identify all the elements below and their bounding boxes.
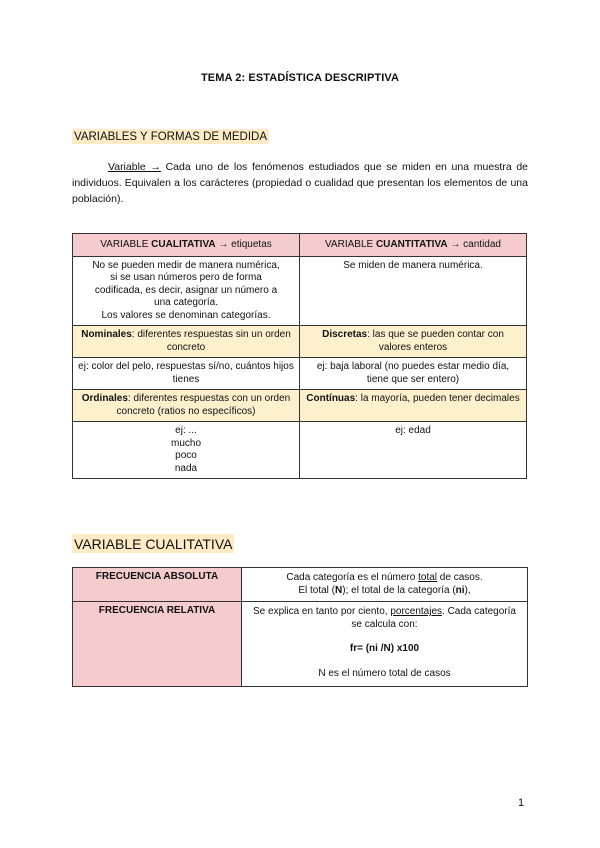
document-title: TEMA 2: ESTADÍSTICA DESCRIPTIVA xyxy=(200,72,400,84)
nominales-cell: Nominales: diferentes respuestas sin un orden concreto xyxy=(73,326,300,358)
variable-definition: Cada uno de los fenómenos estudiados que se miden en una muestra de individuos. Equivalen a los carácteres (propiedad o cualidad que presentan los elementos de una población). xyxy=(72,161,528,205)
discretas-cell: Discretas: las que se pueden contar con valores enteros xyxy=(300,326,527,358)
relative-frequency-label: FRECUENCIA RELATIVA xyxy=(73,602,242,687)
table-row xyxy=(73,568,528,602)
frequency-table xyxy=(72,567,528,687)
table-row xyxy=(73,422,527,479)
table-row xyxy=(73,256,527,326)
table-header-row xyxy=(73,234,527,257)
qualitative-description: No se pueden medir de manera numérica, si se usan números pero de forma codificada, es decir, asignar un número a una categoría. Los valores se denominan categorías. xyxy=(73,256,300,326)
quantitative-header: VARIABLE CUANTITATIVA → cantidad xyxy=(300,234,527,257)
relative-frequency-formula: fr= (ni /N) x100 xyxy=(349,643,420,654)
page-number: 1 xyxy=(518,797,525,809)
variables-table xyxy=(72,233,527,479)
absolute-frequency-description: Cada categoría es el número total de casos. El total (N); el total de la categoría (ni), xyxy=(242,568,528,602)
relative-frequency-description: Se explica en tanto por ciento, porcentajes. Cada categoría se calcula con: fr= (ni /N) x100 N es el número total de casos xyxy=(242,602,528,687)
ordinales-example: ej: ... mucho poco nada xyxy=(73,422,300,479)
discretas-example: ej: baja laboral (no puedes estar medio día, tiene que ser entero) xyxy=(300,358,527,390)
relative-frequency-note: N es el número total de casos xyxy=(318,667,451,679)
continuas-example: ej: edad xyxy=(300,422,527,479)
table-row xyxy=(73,390,527,422)
table-row xyxy=(73,326,527,358)
section-heading-cualitativa: VARIABLE CUALITATIVA xyxy=(74,536,233,552)
section-heading-variables: VARIABLES Y FORMAS DE MEDIDA xyxy=(74,131,267,143)
quantitative-description: Se miden de manera numérica. xyxy=(300,256,527,326)
table-row xyxy=(73,358,527,390)
intro-paragraph xyxy=(72,159,528,207)
table-row xyxy=(73,602,528,687)
variable-term: Variable → xyxy=(108,161,161,173)
absolute-frequency-label: FRECUENCIA ABSOLUTA xyxy=(73,568,242,602)
nominales-example: ej: color del pelo, respuestas sí/no, cuántos hijos tienes xyxy=(73,358,300,390)
continuas-cell: Contínuas: la mayoría, pueden tener decimales xyxy=(300,390,527,422)
ordinales-cell: Ordinales: diferentes respuestas con un orden concreto (ratios no específicos) xyxy=(73,390,300,422)
qualitative-header: VARIABLE CUALITATIVA → etiquetas xyxy=(73,234,300,257)
